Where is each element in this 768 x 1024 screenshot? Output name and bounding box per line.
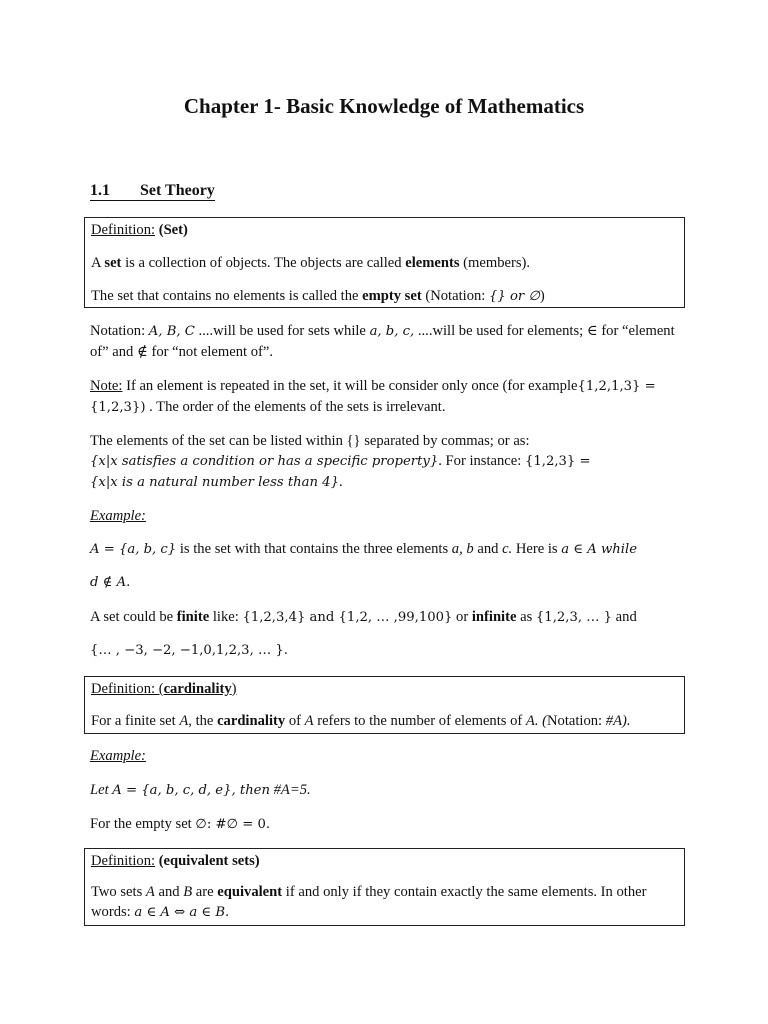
text: (: [155, 681, 164, 697]
note-label: Note:: [90, 378, 123, 394]
bold-term: infinite: [471, 609, 517, 625]
note-line-2: [90, 398, 446, 417]
definition-set-box: [84, 217, 685, 308]
listing-line-2: [90, 452, 591, 471]
text: (members).: [459, 255, 531, 271]
italic-text: c.: [502, 541, 513, 557]
text: are: [192, 884, 218, 900]
definition-label: Definition:: [91, 853, 156, 869]
definition-equivalent-header: [91, 852, 260, 870]
text: words:: [91, 904, 135, 920]
bold-term: set: [104, 255, 122, 271]
listing-line-3: [90, 473, 343, 492]
text: ....will be used for sets while: [194, 323, 370, 339]
text: ....will be used for elements; ∈ for “element: [414, 323, 675, 339]
text: of: [285, 713, 305, 729]
math: A = {a, b, c, d, e}, then: [112, 783, 270, 798]
bold-term: cardinality: [217, 713, 286, 729]
section-heading: [90, 181, 215, 201]
text: if and only if they contain exactly the same elements. In other: [282, 884, 647, 900]
text: is the set with that contains the three elements: [176, 541, 452, 557]
example-label: Example:: [90, 748, 146, 764]
math: {x|x is a natural number less than 4}: [90, 475, 339, 490]
italic-text: Let: [90, 782, 113, 798]
bold-term: elements: [405, 255, 460, 271]
math: {1,2,3, … }: [535, 610, 613, 625]
definition-equivalent-box: [84, 848, 685, 926]
text: Two sets: [91, 884, 146, 900]
definition-set-line-2: [91, 287, 545, 306]
math: {1,2,3}): [90, 400, 146, 415]
text: like:: [209, 609, 243, 625]
text: is a collection of objects. The objects are called: [121, 255, 406, 271]
italic-text: A. (: [525, 713, 547, 729]
math: a ∈ A while: [561, 542, 637, 557]
finite-line-2: {… , −3, −2, −1,0,1,2,3, … }.: [90, 643, 288, 658]
definition-equivalent-line-1: [91, 883, 646, 901]
text: For a finite set: [91, 713, 180, 729]
text: Notation:: [90, 323, 149, 339]
finite-line-1: [90, 608, 637, 627]
math: A, B, C: [148, 324, 195, 339]
text: ): [539, 288, 545, 304]
text: and: [473, 541, 503, 557]
example-1-line-1: [90, 540, 637, 559]
bold-term: cardinality: [163, 681, 232, 697]
definition-term: (equivalent sets): [155, 853, 260, 869]
definition-label: [91, 681, 237, 697]
bold-term: finite: [176, 609, 210, 625]
math: {1,2,3} =: [524, 454, 591, 469]
notation-line-1: [90, 322, 675, 341]
bold-term: equivalent: [217, 884, 283, 900]
definition-cardinality-box: [84, 676, 685, 734]
math: ∅: #∅ = 0.: [195, 817, 271, 832]
definition-set-line-1: [91, 254, 530, 272]
text: The set that contains no elements is called the: [91, 288, 363, 304]
text: If an element is repeated in the set, it will be consider only once (for example: [122, 378, 578, 394]
text: and: [612, 609, 637, 625]
math: {1,2,1,3} =: [577, 379, 656, 394]
italic-text: a, b: [451, 541, 474, 557]
text: (Notation:: [421, 288, 489, 304]
italic-text: A: [179, 713, 189, 729]
text: or: [452, 609, 472, 625]
math: {1,2,3,4} and {1,2, … ,99,100}: [242, 610, 453, 625]
text: Definition:: [91, 681, 156, 697]
italic-text: B: [183, 884, 193, 900]
chapter-title: Chapter 1- Basic Knowledge of Mathematics: [183, 94, 585, 118]
notation-line-2: of” and ∉ for “not element of”.: [90, 344, 274, 360]
math: a, b, c,: [369, 324, 415, 339]
text: , the: [188, 713, 218, 729]
math: {x|x satisfies a condition or has a specific property}: [90, 454, 439, 469]
example-2-line-1: [90, 781, 311, 800]
italic-text: #A=5.: [269, 782, 311, 798]
italic-text: A: [145, 884, 155, 900]
definition-term: (Set): [158, 222, 188, 238]
section-title: Set Theory: [140, 182, 215, 199]
bold-term: empty set: [362, 288, 422, 304]
text: A set could be: [90, 609, 177, 625]
section-number: 1.1: [90, 182, 110, 199]
text: refers to the number of elements of: [313, 713, 526, 729]
example-label: Example:: [90, 508, 146, 524]
text: and: [154, 884, 184, 900]
math: A = {a, b, c}: [90, 542, 177, 557]
definition-equivalent-line-2: [91, 903, 229, 922]
example-1-line-2: d ∉ A.: [90, 575, 131, 590]
text: . For instance:: [438, 453, 525, 469]
definition-cardinality-line-1: [91, 712, 631, 730]
definition-label: Definition:: [91, 222, 156, 238]
listing-line-1: The elements of the set can be listed within {} separated by commas; or as:: [90, 433, 530, 449]
text: .: [338, 474, 343, 490]
text: ): [231, 681, 237, 697]
text: For the empty set: [90, 816, 196, 832]
definition-set-header: [91, 221, 188, 239]
text: . The order of the elements of the sets is irrelevant.: [145, 399, 446, 415]
text: Here is: [512, 541, 562, 557]
math: a ∈ A ⇔ a ∈ B.: [134, 905, 230, 920]
math: {} or ∅: [489, 289, 540, 304]
italic-text: A: [304, 713, 314, 729]
text: Notation:: [546, 713, 606, 729]
note-line-1: [90, 377, 656, 396]
text: as: [516, 609, 536, 625]
text: A: [91, 255, 105, 271]
definition-cardinality-header: [91, 680, 237, 698]
example-2-line-2: [90, 815, 270, 834]
italic-text: #A).: [605, 713, 631, 729]
